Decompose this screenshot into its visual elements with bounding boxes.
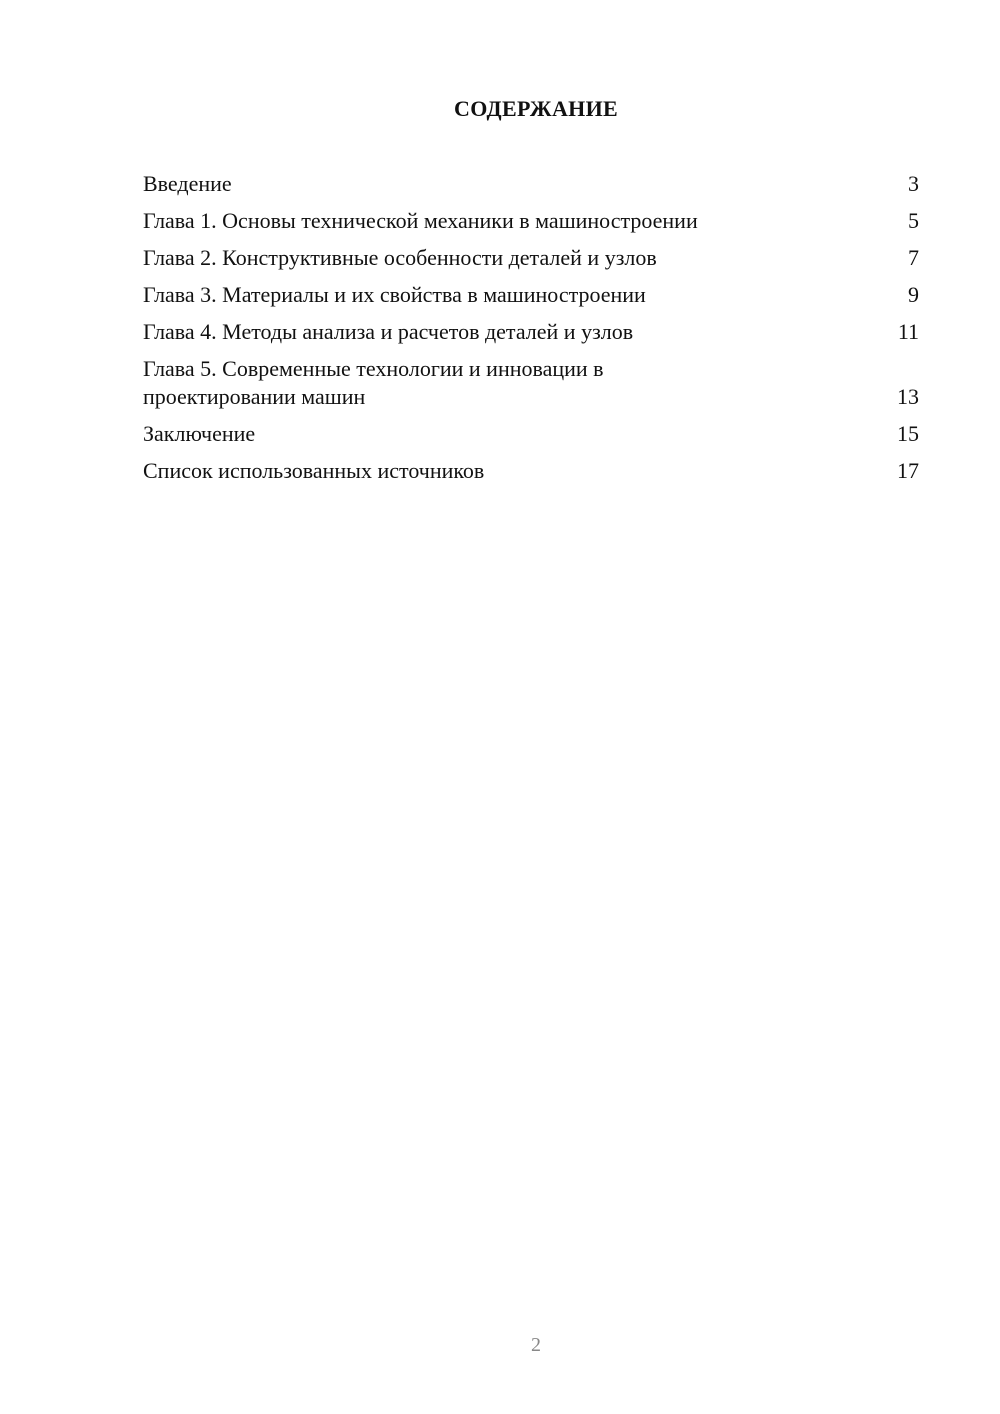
toc-item-page: 7 xyxy=(908,245,919,270)
toc-item-conclusion[interactable] xyxy=(143,420,919,448)
page-number: 2 xyxy=(531,1334,541,1356)
toc-item-label: Глава 3. Материалы и их свойства в машиностроении xyxy=(143,282,646,307)
toc-item-label: Глава 1. Основы технической механики в машиностроении xyxy=(143,208,698,233)
toc-item-label: Введение xyxy=(143,171,232,196)
toc-item-chapter-4[interactable] xyxy=(143,318,919,346)
toc-item-chapter-5[interactable] xyxy=(143,355,919,411)
toc-item-introduction[interactable] xyxy=(143,170,919,198)
toc-item-page: 15 xyxy=(897,421,919,446)
toc-item-label: Заключение xyxy=(143,421,256,446)
toc-item-page: 3 xyxy=(908,171,919,196)
toc-item-page: 9 xyxy=(908,282,919,307)
toc-item-references[interactable] xyxy=(143,457,919,485)
toc-item-page: 11 xyxy=(897,319,919,344)
toc-item-label: Глава 5. Современные технологии и инновации в проектировании машин xyxy=(143,356,604,409)
toc-item-page: 5 xyxy=(908,208,919,233)
toc-item-chapter-2[interactable] xyxy=(143,244,919,272)
toc-item-label: Глава 4. Методы анализа и расчетов деталей и узлов xyxy=(143,319,634,344)
page-title: СОДЕРЖАНИЕ xyxy=(454,96,618,121)
toc-item-page: 17 xyxy=(897,458,919,483)
toc-item-chapter-1[interactable] xyxy=(143,207,919,235)
toc-item-label: Глава 2. Конструктивные особенности деталей и узлов xyxy=(143,245,657,270)
toc-item-page: 13 xyxy=(897,384,919,409)
table-of-contents xyxy=(143,170,919,494)
toc-item-label: Список использованных источников xyxy=(143,458,485,483)
toc-item-chapter-3[interactable] xyxy=(143,281,919,309)
